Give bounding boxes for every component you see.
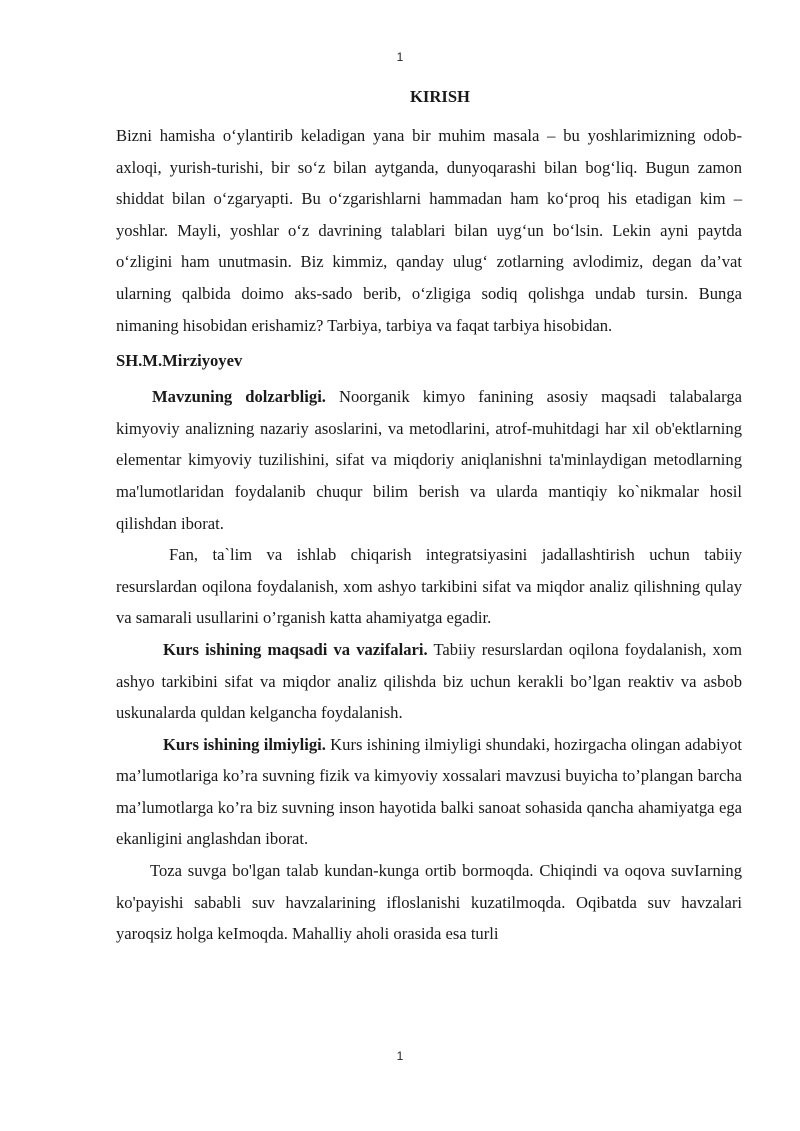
water-demand-paragraph: Toza suvga bo'lgan talab kundan-kunga ortib bormoqda. Chiqindi va oqova suvIarning ko'payishi sababli suv havzalarining ifloslanishi kuzatilmoqda. Oqibatda suv havzalari yaroqsiz holga keImoqda. Mahalliy aholi orasida esa turli: [116, 861, 742, 944]
goals-paragraph: [116, 634, 742, 729]
page-title: KIRISH: [410, 87, 470, 106]
document-body: [116, 84, 742, 950]
relevance-text: Noorganik kimyo fanining asosiy maqsadi talabalarga kimyoviy analizning nazariy asoslarini, va metodlarini, atrof-muhitdagi har xil ob'ektlarning elementar kimyoviy tuzilishini, sifat va miqdoriy aniqlanishni ta'minlaydigan metodlarning ma'lumotlaridan foydalanib chuqur bilim berish va ularda mantiqiy ko`nikmalar hosil qilishdan iborat.: [116, 387, 742, 533]
novelty-heading: Kurs ishining ilmiyligi.: [163, 734, 326, 754]
novelty-paragraph: [116, 729, 742, 855]
page-number-bottom: 1: [396, 1049, 404, 1063]
goals-text: Tabiiy resurslardan oqilona foydalanish, xom ashyo tarkibini sifat va miqdor analiz qilishda biz uchun kerakli bo’lgan reaktiv va asbob uskunalarda quldan kelgancha foydalanish.: [116, 639, 742, 723]
relevance-heading: Mavzuning dolzarbligi.: [152, 387, 326, 407]
epigraph-author: SH.M.Mirziyoyev: [116, 351, 243, 371]
relevance-paragraph: [116, 381, 742, 539]
epigraph-paragraph: Bizni hamisha o‘ylantirib keladigan yana bir muhim masala – bu yoshlarimizning odob-axloqi, yurish-turishi, bir so‘z bilan aytganda, dunyoqarashi bilan bog‘liq. Bugun zamon shiddat bilan o‘zgaryapti. Bu o‘zgarishlarni hammadan ham ko‘proq his etadigan kim – yoshlar. Mayli, yoshlar o‘z davrining talablari bilan uyg‘un bo‘lsin. Lekin ayni paytda o‘zligini ham unutmasin. Biz kimmiz, qanday ulug‘ zotlarning avlodimiz, degan da’vat ularning qalbida doimo aks-sado berib, o‘zligiga sodiq qolishga undab tursin. Bunga nimaning hisobidan erishamiz? Tarbiya, tarbiya va faqat tarbiya hisobidan.: [116, 126, 742, 335]
integration-paragraph: Fan, ta`lim va ishlab chiqarish integratsiyasini jadallashtirish uchun tabiiy resurslardan oqilona foydalanish, xom ashyo tarkibini sifat va miqdor analiz qilishning qulay va samarali usullarini o’rganish katta ahamiyatga egadir.: [116, 545, 742, 628]
page-number-top: 1: [396, 50, 404, 64]
goals-heading: Kurs ishining maqsadi va vazifalari.: [163, 639, 428, 659]
novelty-text: Kurs ishining ilmiyligi shundaki, hozirgacha olingan adabiyot ma’lumotlariga ko’ra suvning fizik va kimyoviy xossalari mavzusi buyicha to’plangan barcha ma’lumotlarga ko’ra biz suvning inson hayotida balki sanoat sohasida qancha ahamiyatga ega ekanligini anglashdan iborat.: [116, 734, 742, 849]
